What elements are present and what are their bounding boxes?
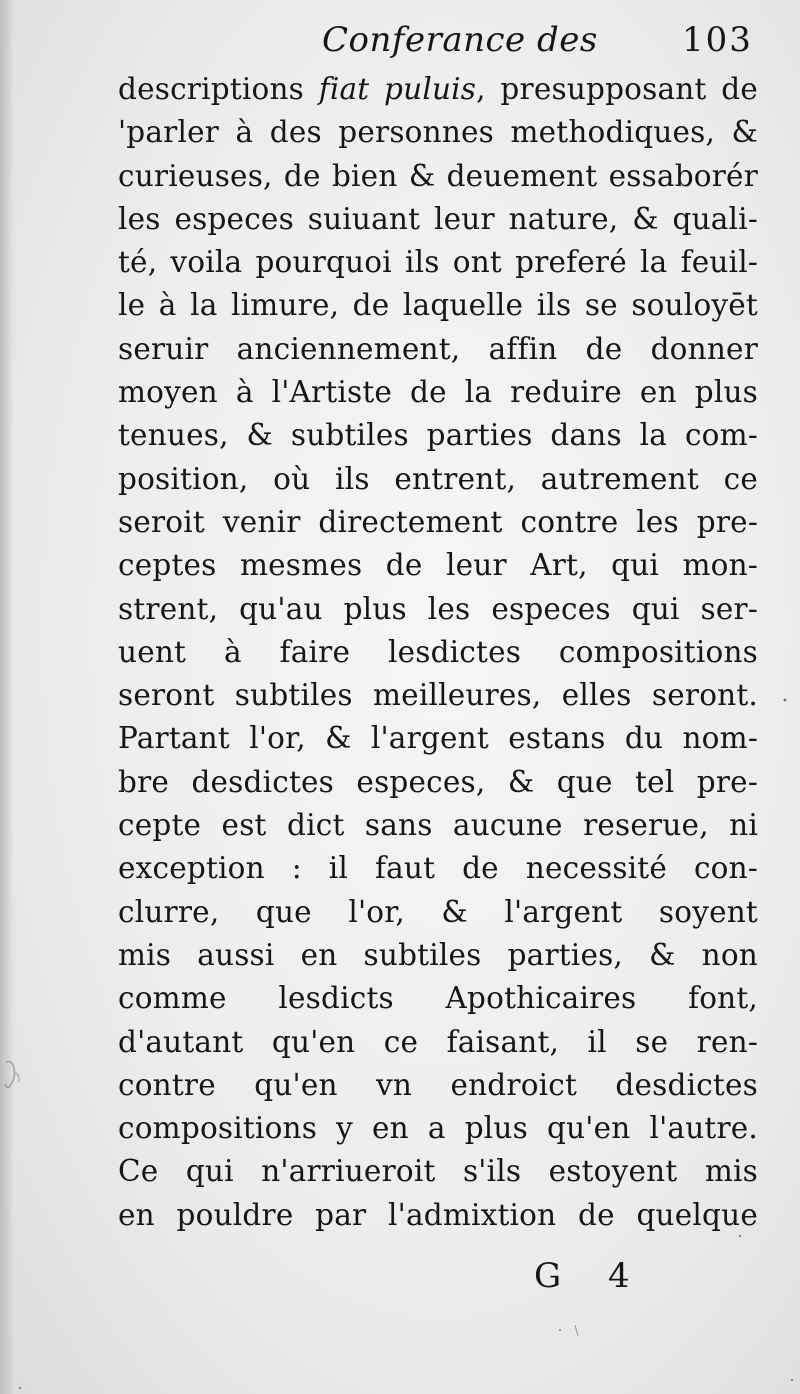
text-line: strent, qu'au plus les especes qui ser- (118, 591, 758, 626)
text-line: les especes suiuant leur nature, & quali- (118, 201, 758, 236)
running-title: Conferance des (322, 20, 598, 60)
text-line: position, où ils entrent, autrement ce (118, 461, 758, 496)
text-line: cepte est dict sans aucune reserue, ni (118, 808, 758, 843)
text-line: 'parler à des personnes methodiques, & (118, 115, 758, 150)
text-line: Ce qui n'arriueroit s'ils estoyent mis (118, 1154, 758, 1189)
text-line: moyen à l'Artiste de la reduire en plus (118, 375, 758, 410)
text-line: seroit venir directement contre les pre- (118, 504, 758, 539)
text-line: le à la limure, de laquelle ils se souloyēt (118, 288, 758, 323)
text-line: descriptions fiat puluis, presupposant de (118, 72, 758, 106)
text-line: tenues, & subtiles parties dans la com- (118, 418, 758, 453)
text-line: exception : il faut de necessité con- (118, 851, 758, 886)
text-line: compositions y en a plus qu'en l'autre. (118, 1111, 758, 1146)
signature-mark: G 4 (534, 1256, 648, 1296)
text-line: d'autant qu'en ce faisant, il se ren- (118, 1024, 758, 1059)
text-line: mis aussi en subtiles parties, & non (118, 937, 758, 972)
text-line: uent à faire lesdictes compositions (118, 634, 758, 669)
text-line: clurre, que l'or, & l'argent soyent (118, 894, 758, 929)
text-line: bre desdictes especes, & que tel pre- (118, 764, 758, 799)
italic-phrase: fiat puluis (318, 72, 477, 106)
text-line: en pouldre par l'admixtion de quelque (118, 1197, 758, 1232)
text-line: seruir anciennement, affin de donner (118, 331, 758, 366)
text-line: ceptes mesmes de leur Art, qui mon- (118, 548, 758, 583)
text-line: té, voila pourquoi ils ont preferé la feuil- (118, 245, 758, 280)
text-line: comme lesdicts Apothicaires font, (118, 981, 758, 1016)
text-line: Partant l'or, & l'argent estans du nom- (118, 721, 758, 756)
text-line: seront subtiles meilleures, elles seront. (118, 678, 758, 713)
text-line: contre qu'en vn endroict desdictes (118, 1067, 758, 1102)
text-line: curieuses, de bien & deuement essaborér (118, 158, 758, 193)
page-number: 103 (682, 20, 753, 60)
